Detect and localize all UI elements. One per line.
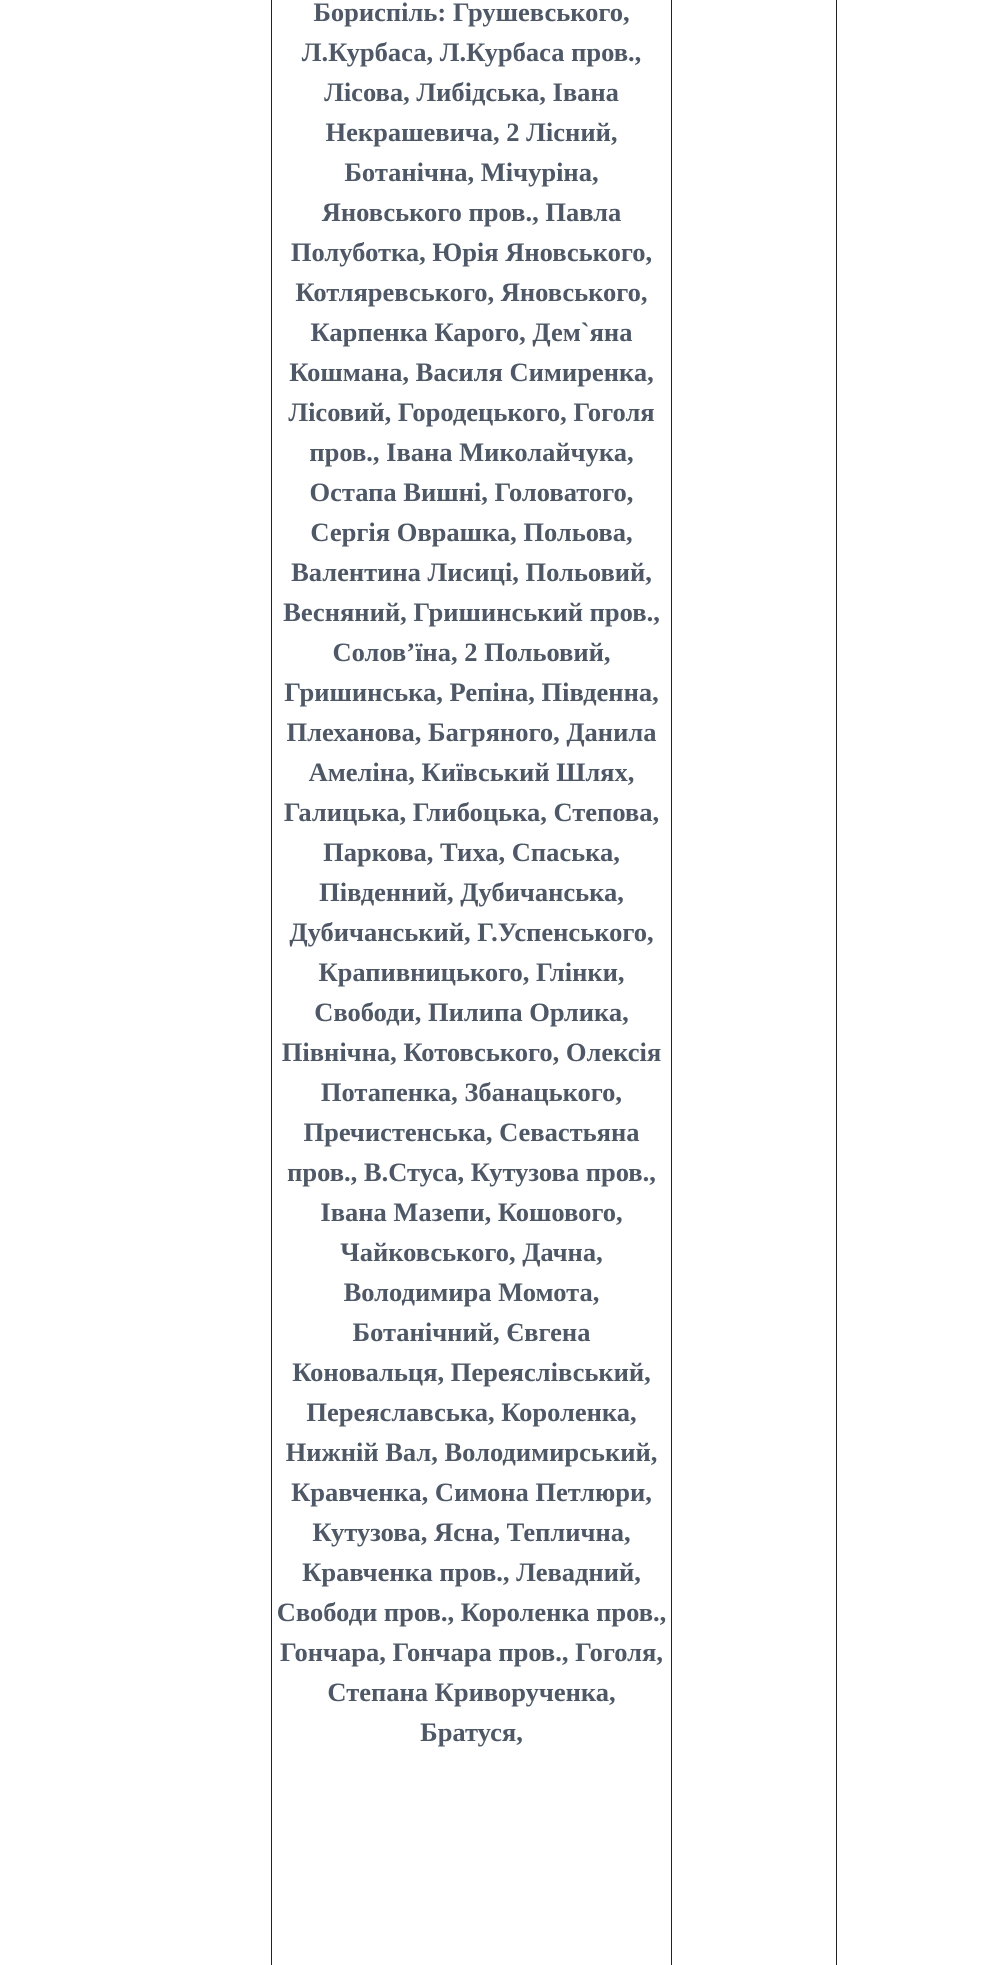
address-list-cell — [272, 0, 671, 1965]
street-list-text: Бориспіль: Грушевського, Л.Курбаса, Л.Курбаса пров., Лісова, Либідська, Івана Некрашевича, 2 Лісний, Ботанічна, Мічуріна, Яновського пров., Павла Полуботка, Юрія Яновського, Котляревського, Яновського, Карпенка Карого, Дем`яна Кошмана, Василя Симиренка, Лісовий, Городецького, Гоголя пров., Івана Миколайчука, Остапа Вишні, Головатого, Сергія Оврашка, Польова, Валентина Лисиці, Польовий, Весняний, Гришинський пров., Солов’їна, 2 Польовий, Гришинська, Репіна, Південна, Плеханова, Багряного, Данила Амеліна, Київський Шлях, Галицька, Глибоцька, Степова, Паркова, Тиха, Спаська, Південний, Дубичанська, Дубичанський, Г.Успенського, Крапивницького, Глінки, Свободи, Пилипа Орлика, Північна, Котовського, Олексія Потапенка, Збанацького, Пречистенська, Севастьяна пров., В.Стуса, Кутузова пров., Івана Мазепи, Кошового, Чайковського, Дачна, Володимира Момота, Ботанічний, Євгена Коновальця, Переяслівський, Переяславська, Короленка, Нижній Вал, Володимирський, Кравченка, Симона Петлюри, Кутузова, Ясна, Теплична, Кравченка пров., Левадний, Свободи пров., Короленка пров., Гончара, Гончара пров., Гоголя, Степана Криворученка, Братуся, — [276, 0, 667, 1747]
empty-table-cell — [672, 0, 836, 1965]
